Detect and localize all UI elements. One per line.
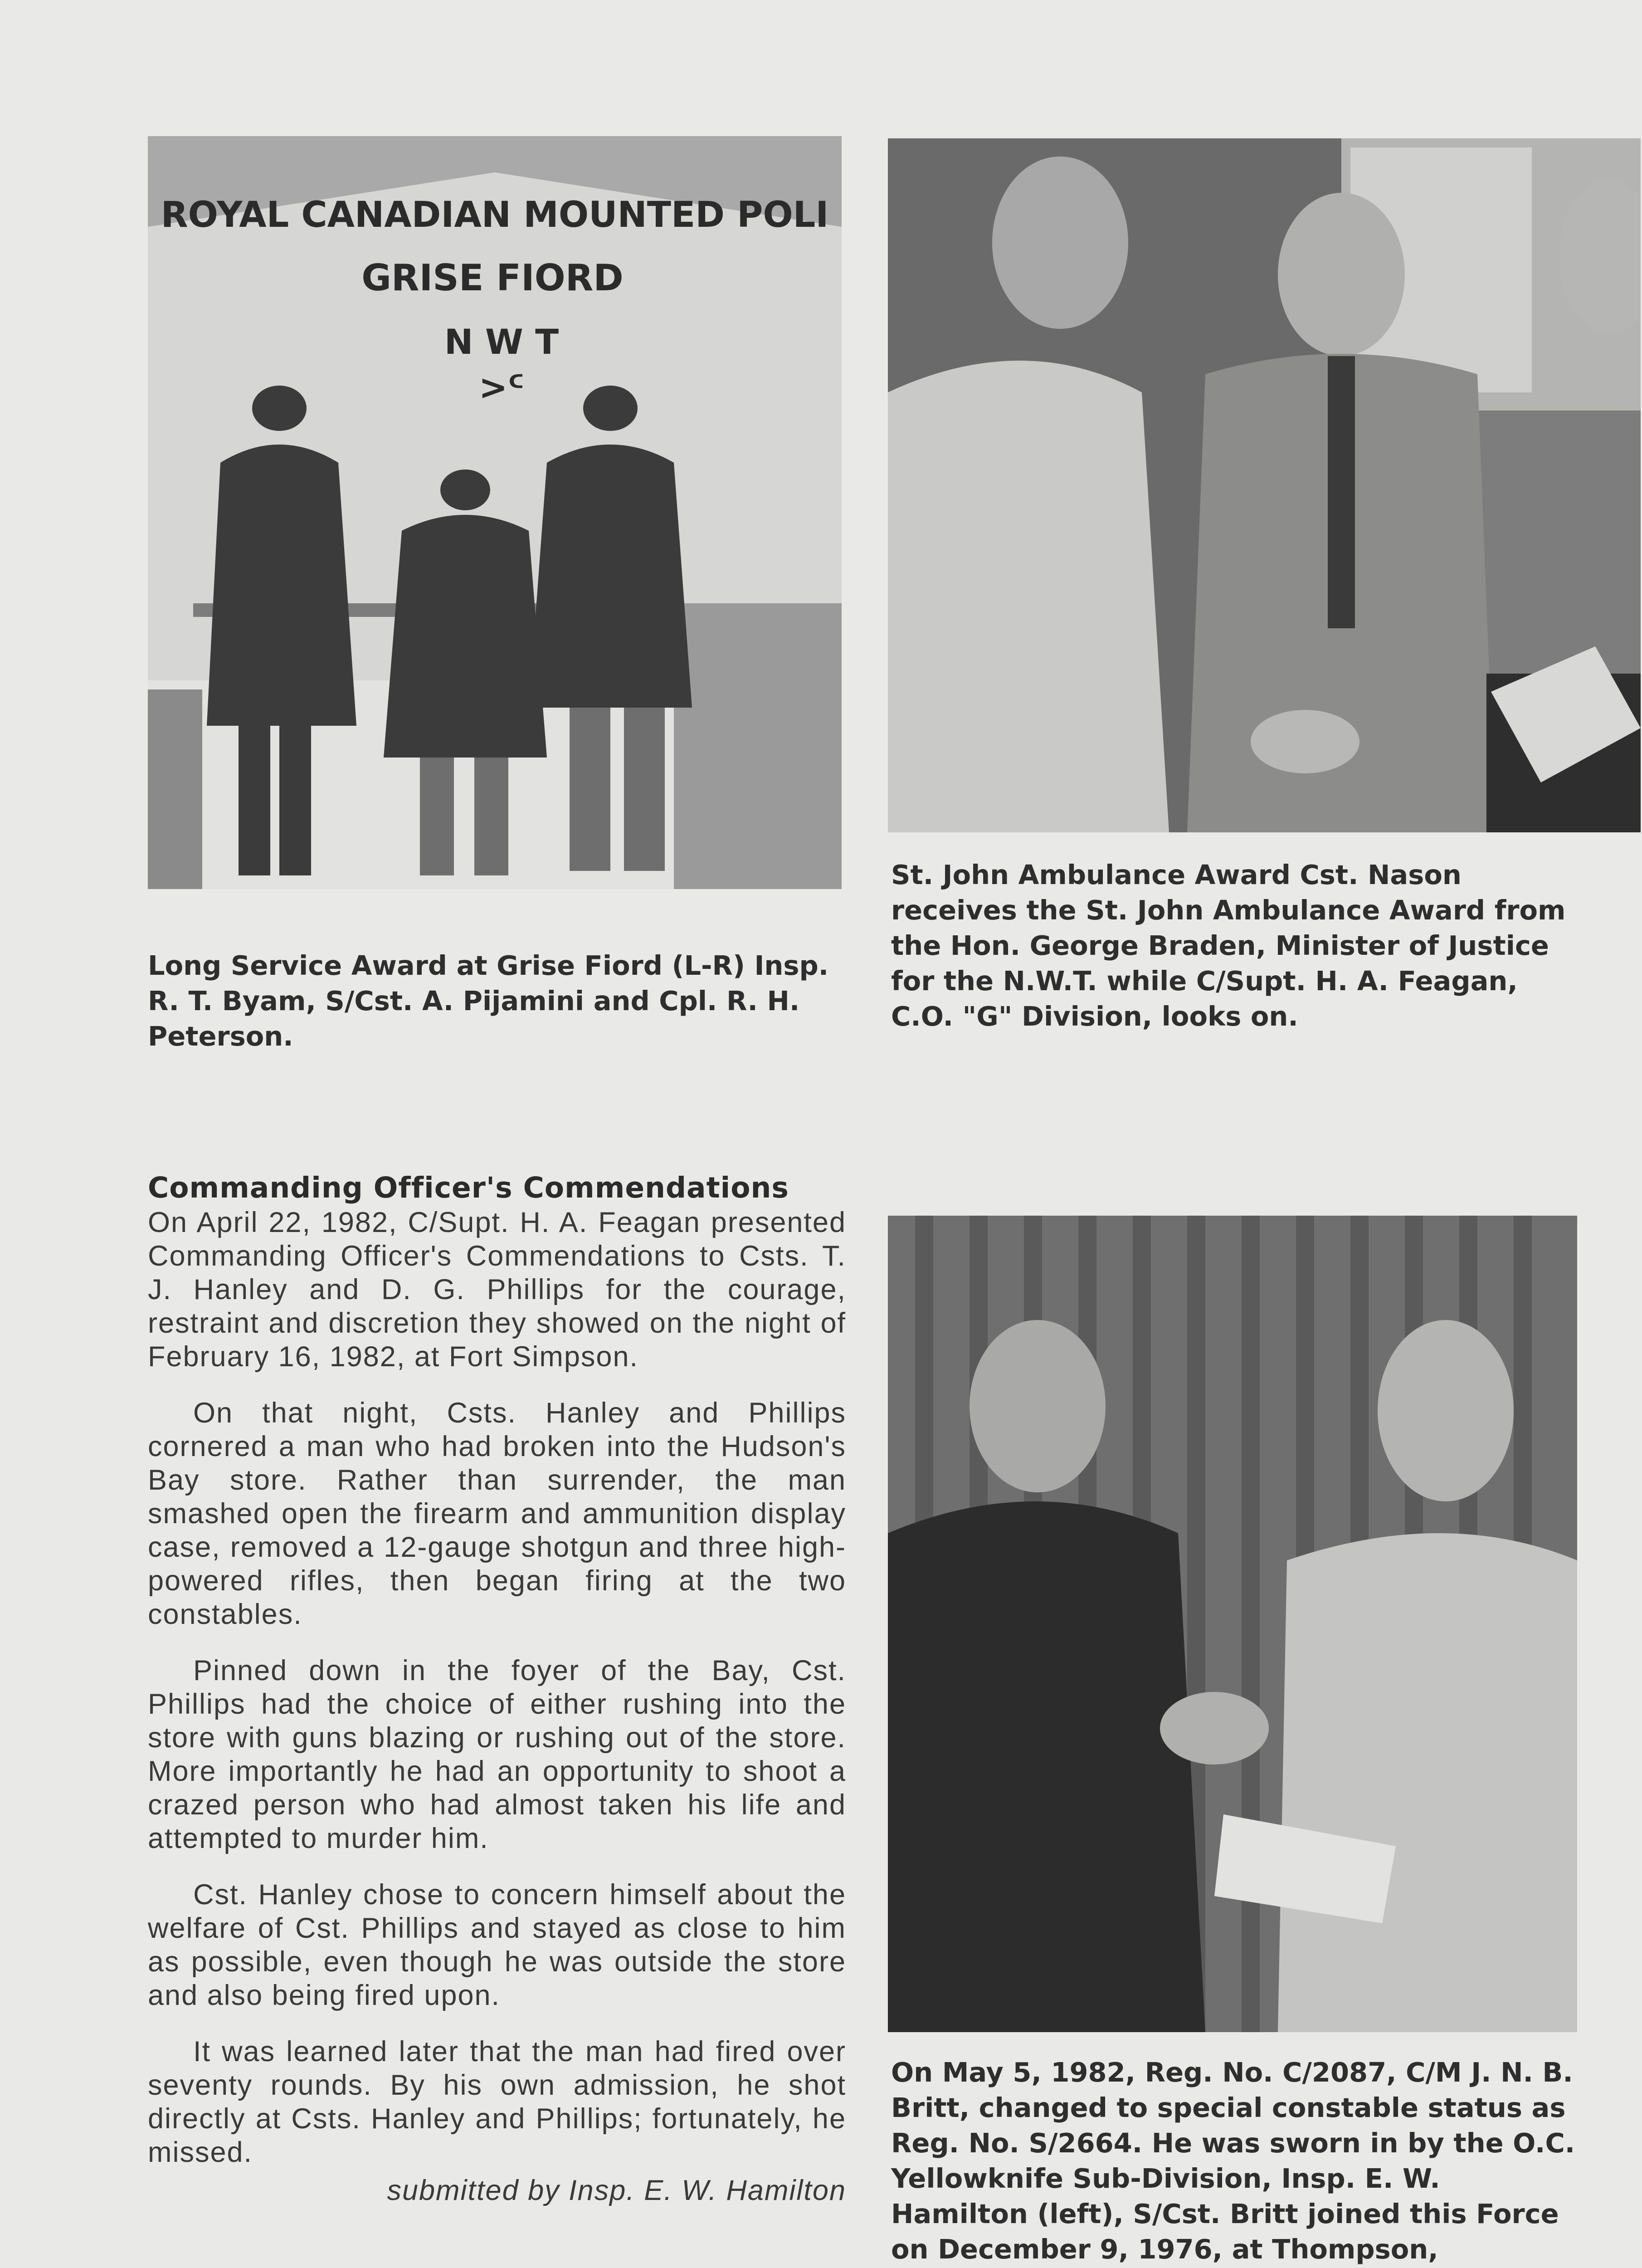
photo-britt-sworn-in — [888, 1216, 1577, 2032]
photo-st-john-ambulance — [888, 138, 1641, 832]
sign-text-line1: ROYAL CANADIAN MOUNTED POLI — [161, 195, 829, 235]
article-paragraph: It was learned later that the man had fired over seventy rounds. By his own admission, he shot directly at Csts. Hanley and Phillips; fortunately, he missed. — [148, 2036, 846, 2168]
article-paragraph: On April 22, 1982, C/Supt. H. A. Feagan presented Commanding Officer's Commendations to Csts. T. J. Hanley and D. G. Phillips for the courage, restraint and discretion they showed on the night of February 16, 1982, at Fort Simpson. — [148, 1207, 846, 1373]
caption-britt: On May 5, 1982, Reg. No. C/2087, C/M J. N. B. Britt, changed to special constable status as Reg. No. S/2664. He was sworn in by the O.C. Yellowknife Sub-Division, Insp. E. W. Hamilton (left), S/Cst. Britt joined this Force on December 9, 1976, at Thompson, — [891, 2057, 1575, 2265]
article-paragraph: Pinned down in the foyer of the Bay, Cst. Phillips had the choice of either rushing into the store with guns blazing or rushing out of the store. More importantly he had an opportunity to shoot a crazed person who had almost taken his life and attempted to murder him. — [148, 1655, 846, 1854]
article-commendations — [148, 1170, 846, 2230]
article-heading: Commanding Officer's Commendations — [148, 1171, 789, 1204]
sign-text-line3: N W T — [444, 322, 559, 362]
photo-grise-fiord — [148, 136, 842, 889]
sign-text-line2: GRISE FIORD — [361, 257, 624, 299]
caption-grise-fiord: Long Service Award at Grise Fiord (L-R) Insp. R. T. Byam, S/Cst. A. Pijamini and Cpl. R. H. Peterson. — [148, 950, 829, 1052]
article-signature: submitted by Insp. E. W. Hamilton — [387, 2175, 846, 2206]
article-paragraph: Cst. Hanley chose to concern himself about the welfare of Cst. Phillips and stayed as close to him as possible, even though he was outside the store and also being fired upon. — [148, 1879, 846, 2011]
article-paragraph: On that night, Csts. Hanley and Phillips cornered a man who had broken into the Hudson's Bay store. Rather than surrender, the man smashed open the firearm and ammunition display case, removed a 12-gauge shotgun and three high-powered rifles, then began firing at the two constables. — [148, 1397, 846, 1630]
caption-st-john-ambulance: St. John Ambulance Award Cst. Nason receives the St. John Ambulance Award from the Hon. George Braden, Minister of Justice for the N.W.T. while C/Supt. H. A. Feagan, C.O. "G" Division, looks on. — [891, 859, 1566, 1032]
sign-text-line4: >ᑦ — [478, 367, 525, 407]
